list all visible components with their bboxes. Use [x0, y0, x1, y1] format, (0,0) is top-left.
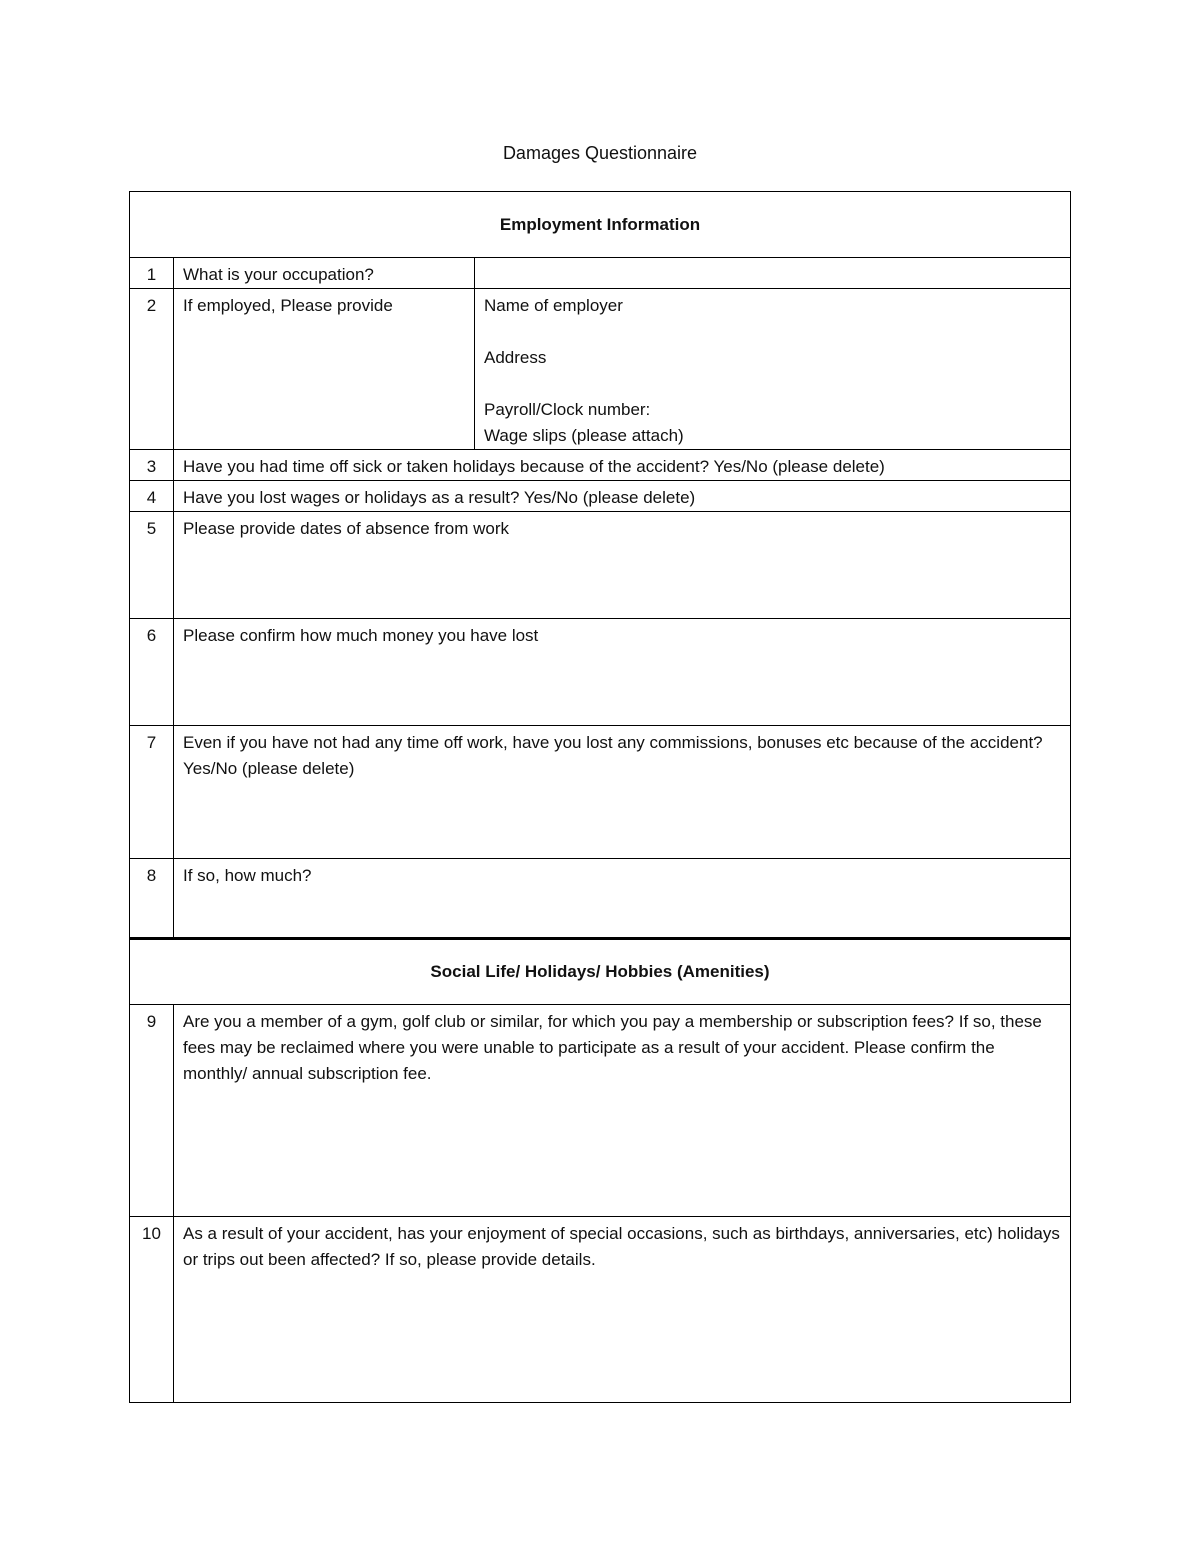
row-number: 7: [130, 726, 174, 859]
section-header-social: [130, 939, 1071, 1005]
question-text[interactable]: Have you lost wages or holidays as a result? Yes/No (please delete): [174, 481, 1071, 512]
question-text[interactable]: As a result of your accident, has your enjoyment of special occasions, such as birthdays, anniversaries, etc) holidays or trips out been affected? If so, please provide details.: [174, 1217, 1071, 1403]
row-number: 3: [130, 450, 174, 481]
field-label-wage-slips: Wage slips (please attach): [484, 426, 684, 445]
answer-field-employer-details[interactable]: [475, 289, 1071, 450]
questionnaire-table: [129, 191, 1071, 1403]
section-title: Social Life/ Holidays/ Hobbies (Amenities): [130, 939, 1071, 1005]
question-text[interactable]: Are you a member of a gym, golf club or similar, for which you pay a membership or subscription fees? If so, these fees may be reclaimed where you were unable to participate as a result of your accident. Please confirm the monthly/ annual subscription fee.: [174, 1005, 1071, 1217]
table-row: [130, 859, 1071, 939]
question-text[interactable]: Please provide dates of absence from work: [174, 512, 1071, 619]
row-number: 1: [130, 258, 174, 289]
question-text: If employed, Please provide: [174, 289, 475, 450]
field-label-employer: Name of employer: [484, 296, 623, 315]
row-number: 2: [130, 289, 174, 450]
row-number: 5: [130, 512, 174, 619]
row-number: 6: [130, 619, 174, 726]
row-number: 8: [130, 859, 174, 939]
field-label-address: Address: [484, 348, 547, 367]
section-header-employment: [130, 192, 1071, 258]
question-text[interactable]: If so, how much?: [174, 859, 1071, 939]
table-row: [130, 450, 1071, 481]
row-number: 9: [130, 1005, 174, 1217]
row-number: 10: [130, 1217, 174, 1403]
question-text[interactable]: Have you had time off sick or taken holidays because of the accident? Yes/No (please delete): [174, 450, 1071, 481]
table-row: [130, 258, 1071, 289]
section-title: Employment Information: [130, 192, 1071, 258]
table-row: [130, 1217, 1071, 1403]
table-row: [130, 512, 1071, 619]
page-title: Damages Questionnaire: [502, 143, 698, 163]
answer-field-occupation[interactable]: [475, 258, 1071, 289]
field-label-payroll: Payroll/Clock number:: [484, 400, 651, 419]
table-row: [130, 726, 1071, 859]
table-row: [130, 619, 1071, 726]
table-row: [130, 289, 1071, 450]
question-text[interactable]: Please confirm how much money you have lost: [174, 619, 1071, 726]
table-row: [130, 1005, 1071, 1217]
table-row: [130, 481, 1071, 512]
question-text[interactable]: Even if you have not had any time off work, have you lost any commissions, bonuses etc because of the accident? Yes/No (please delete): [174, 726, 1071, 859]
question-text: What is your occupation?: [174, 258, 475, 289]
row-number: 4: [130, 481, 174, 512]
